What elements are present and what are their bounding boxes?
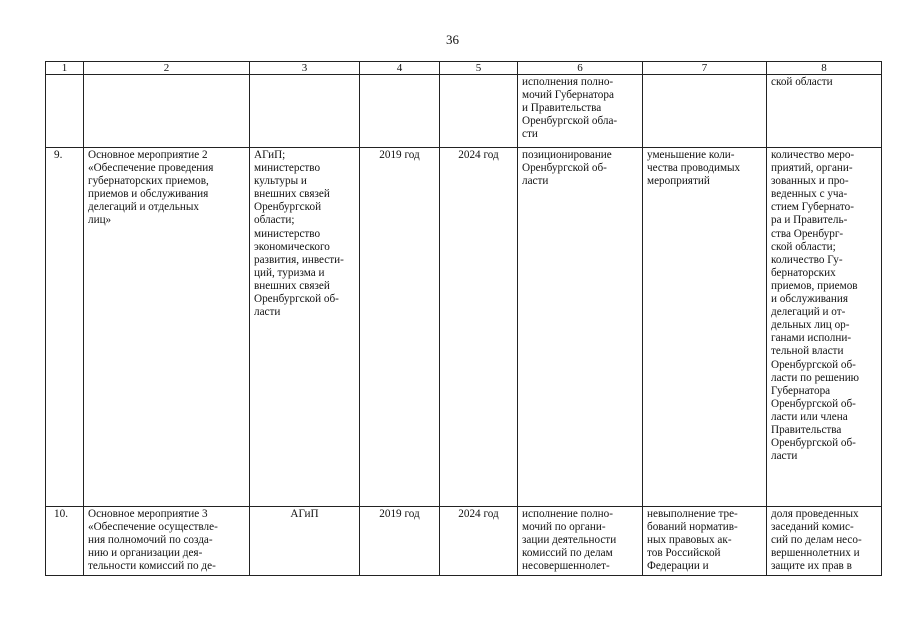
executor xyxy=(250,507,360,576)
text-line: количество меро- xyxy=(771,149,855,161)
text-line: и обслуживания xyxy=(771,293,849,306)
consequence xyxy=(643,507,767,576)
text-line: веденных с уча- xyxy=(771,188,848,201)
text-line: Основное мероприятие 2 xyxy=(88,149,208,161)
measures-table xyxy=(45,61,882,576)
text-line: исполнение полно- xyxy=(522,508,613,520)
expected-result xyxy=(518,75,643,148)
text-line: ласти по решению xyxy=(771,371,860,384)
header-cell: 4 xyxy=(360,62,440,75)
text-line: Оренбургской об- xyxy=(254,293,339,306)
text-line: ласти xyxy=(254,306,281,319)
text-line: Оренбургской об- xyxy=(771,397,856,410)
text-line: бований норматив- xyxy=(647,521,738,534)
header-cell: 8 xyxy=(767,62,882,75)
text-line: несовершеннолет- xyxy=(522,560,610,573)
text-line: уменьшение коли- xyxy=(647,149,735,161)
text-line: Оренбургской об- xyxy=(771,437,856,450)
text-line: министерство xyxy=(254,162,321,175)
text-line: области; xyxy=(254,214,295,227)
text-line: внешних связей xyxy=(254,279,330,292)
text-line: тов Российской xyxy=(647,547,721,560)
row-number xyxy=(46,75,84,148)
executor xyxy=(250,148,360,507)
text-line: развития, инвести- xyxy=(254,253,344,266)
text-line: мероприятий xyxy=(647,175,710,188)
start-year: 2019 год xyxy=(360,507,440,576)
text-line: ния полномочий по созда- xyxy=(88,534,213,547)
text-line: приемов, приемов xyxy=(771,279,858,292)
text-line: экономического xyxy=(254,240,330,253)
end-year: 2024 год xyxy=(440,507,518,576)
text-line: Оренбургской обла- xyxy=(522,115,618,128)
text-line: Оренбургской об- xyxy=(522,162,607,175)
consequence xyxy=(643,148,767,507)
text-line: ций, туризма и xyxy=(254,266,325,279)
text-line: ласти или члена xyxy=(771,410,848,423)
text-line: ской области; xyxy=(771,240,836,253)
text-line: АГиП; xyxy=(254,149,286,161)
text-line: Оренбургской xyxy=(254,201,322,214)
table-row xyxy=(46,148,882,507)
expected-result xyxy=(518,507,643,576)
text-line: чества проводимых xyxy=(647,162,741,175)
text-line: культуры и xyxy=(254,175,307,188)
measure-name xyxy=(84,507,250,576)
text-line: приемов и обслуживания xyxy=(88,188,209,201)
indicator xyxy=(767,507,882,576)
text-line: комиссий по делам xyxy=(522,547,613,560)
text-line: делегаций и от- xyxy=(771,306,846,319)
text-line: мочий по органи- xyxy=(522,521,606,534)
consequence xyxy=(643,75,767,148)
text-line: стием Губернато- xyxy=(771,201,854,214)
text-line: доля проведенных xyxy=(771,508,859,520)
text-line: исполнения полно- xyxy=(522,76,614,88)
text-line: приятий, органи- xyxy=(771,162,853,175)
indicator xyxy=(767,148,882,507)
text-line: сти xyxy=(522,128,538,141)
text-line: мочий Губернатора xyxy=(522,89,614,102)
measure-name xyxy=(84,148,250,507)
text-line: Губернатора xyxy=(771,384,831,397)
text-line: заседаний комис- xyxy=(771,521,854,534)
header-row xyxy=(46,62,882,75)
row-number: 9. xyxy=(46,148,84,507)
text-line: АГиП xyxy=(290,508,319,520)
text-line: лиц» xyxy=(88,214,112,227)
page-number: 36 xyxy=(446,32,459,47)
header-cell: 3 xyxy=(250,62,360,75)
text-line: невыполнение тре- xyxy=(647,508,738,520)
start-year xyxy=(360,75,440,148)
table-row xyxy=(46,507,882,576)
start-year: 2019 год xyxy=(360,148,440,507)
header-cell: 6 xyxy=(518,62,643,75)
indicator xyxy=(767,75,882,148)
text-line: ра и Правитель- xyxy=(771,214,848,227)
row-number: 10. xyxy=(46,507,84,576)
text-line: Федерации и xyxy=(647,560,709,573)
text-line: ласти xyxy=(771,450,798,463)
text-line: делегаций и отдельных xyxy=(88,201,199,214)
text-line: позиционирование xyxy=(522,149,612,161)
text-line: внешних связей xyxy=(254,188,330,201)
end-year xyxy=(440,75,518,148)
header-cell: 5 xyxy=(440,62,518,75)
text-line: зованных и про- xyxy=(771,175,849,188)
text-line: бернаторских xyxy=(771,266,836,279)
text-line: «Обеспечение осуществле- xyxy=(88,521,218,534)
text-line: вершеннолетних и xyxy=(771,547,860,560)
text-line: ства Оренбург- xyxy=(771,227,844,240)
table-row xyxy=(46,75,882,148)
end-year: 2024 год xyxy=(440,148,518,507)
executor xyxy=(250,75,360,148)
text-line: Основное мероприятие 3 xyxy=(88,508,208,520)
text-line: ганами исполни- xyxy=(771,332,852,345)
text-line: министерство xyxy=(254,227,321,240)
text-line: ской области xyxy=(771,76,833,88)
text-line: дельных лиц ор- xyxy=(771,319,850,332)
text-line: защите их прав в xyxy=(771,560,852,573)
text-line: Правительства xyxy=(771,423,842,436)
text-line: ных правовых ак- xyxy=(647,534,732,547)
text-line: тельной власти xyxy=(771,345,844,358)
header-cell: 7 xyxy=(643,62,767,75)
text-line: Оренбургской об- xyxy=(771,358,856,371)
header-cell: 1 xyxy=(46,62,84,75)
text-line: зации деятельности xyxy=(522,534,617,547)
text-line: количество Гу- xyxy=(771,253,843,266)
text-line: губернаторских приемов, xyxy=(88,175,209,188)
measure-name xyxy=(84,75,250,148)
text-line: сий по делам несо- xyxy=(771,534,862,547)
text-line: ласти xyxy=(522,175,549,188)
text-line: тельности комиссий по де- xyxy=(88,560,216,573)
text-line: нию и организации дея- xyxy=(88,547,203,560)
text-line: и Правительства xyxy=(522,102,602,115)
text-line: «Обеспечение проведения xyxy=(88,162,214,175)
expected-result xyxy=(518,148,643,507)
header-cell: 2 xyxy=(84,62,250,75)
